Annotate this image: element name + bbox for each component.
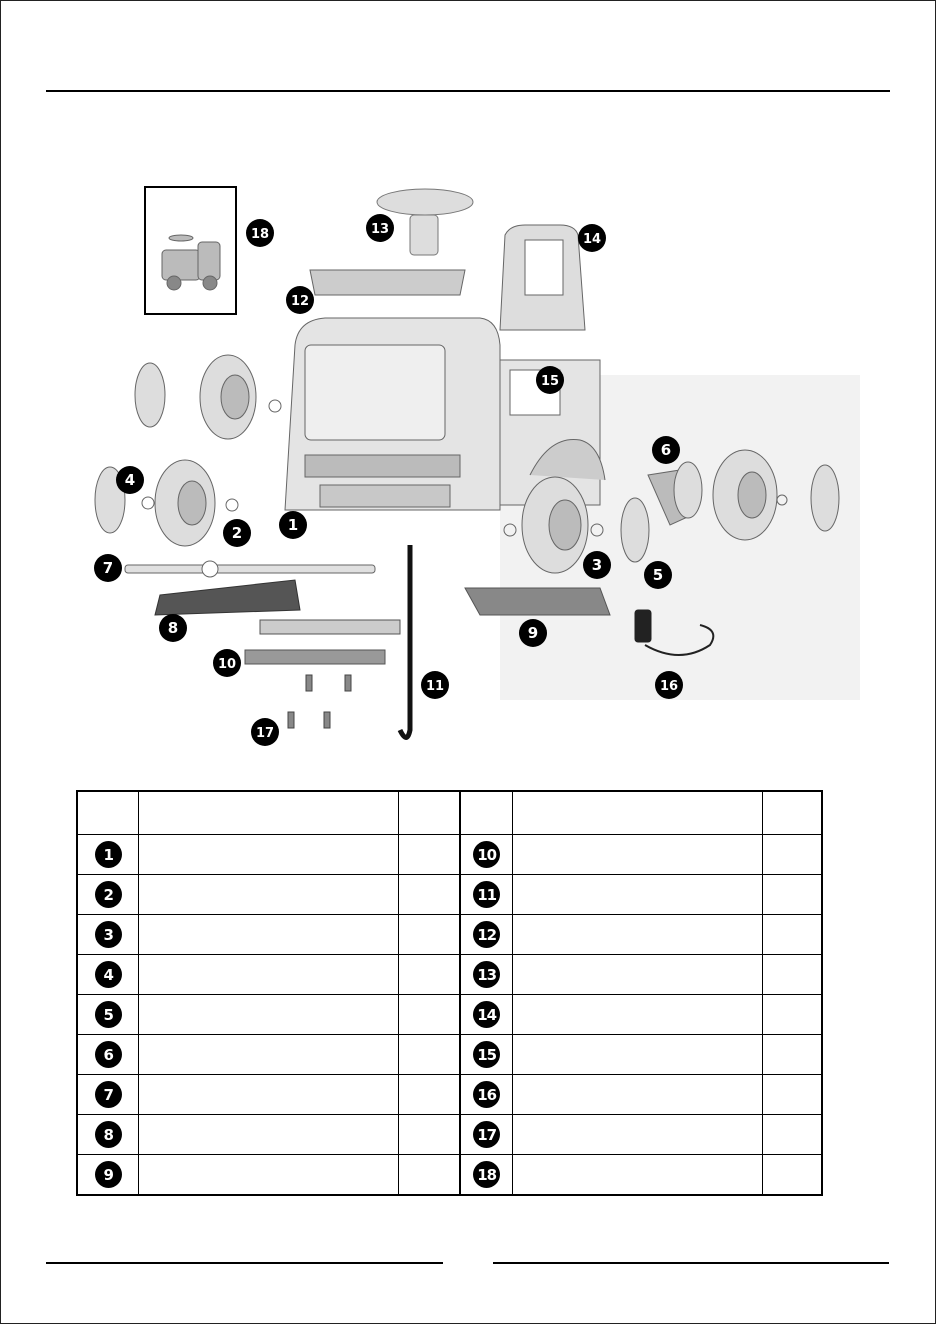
table-header-row — [77, 791, 822, 835]
table-row — [77, 1155, 822, 1196]
header-qty-right — [762, 791, 822, 835]
part-number-badge: 1 — [95, 841, 122, 868]
table-row — [77, 915, 822, 955]
part-qty-cell — [762, 1075, 822, 1115]
callout-17 — [251, 718, 279, 746]
svg-text:12: 12 — [290, 294, 310, 309]
part-description-cell — [513, 1075, 762, 1115]
part-qty-cell — [762, 915, 822, 955]
header-no-left — [77, 791, 139, 835]
header-no-right — [460, 791, 513, 835]
callout-7 — [94, 554, 122, 582]
part-description-cell — [513, 1115, 762, 1155]
callout-10 — [213, 649, 241, 677]
part-qty-cell — [398, 995, 460, 1035]
part-description-cell — [139, 875, 398, 915]
callout-8 — [159, 614, 187, 642]
part-description-cell — [513, 1155, 762, 1196]
callout-16 — [655, 671, 683, 699]
header-description-left — [139, 791, 398, 835]
callout-12 — [286, 286, 314, 314]
svg-text:5: 5 — [652, 566, 664, 584]
part-qty-cell — [762, 1035, 822, 1075]
callout-9 — [519, 619, 547, 647]
part-number-badge: 3 — [95, 921, 122, 948]
callout-5 — [644, 561, 672, 589]
part-number-badge: 6 — [95, 1041, 122, 1068]
part-number-cell — [460, 835, 513, 875]
part-number-cell — [460, 995, 513, 1035]
part-description-cell — [513, 955, 762, 995]
part-description-cell — [139, 995, 398, 1035]
part-qty-cell — [398, 955, 460, 995]
part-description-cell — [513, 875, 762, 915]
part-qty-cell — [762, 995, 822, 1035]
part-qty-cell — [398, 1075, 460, 1115]
part-number-cell — [77, 875, 139, 915]
part-qty-cell — [398, 875, 460, 915]
footer-rule-left — [46, 1262, 443, 1264]
svg-text:2: 2 — [231, 524, 243, 542]
svg-text:17: 17 — [255, 726, 275, 741]
part-qty-cell — [762, 1115, 822, 1155]
table-row — [77, 955, 822, 995]
part-qty-cell — [762, 1155, 822, 1196]
parts-list-table — [76, 790, 823, 1196]
part-number-cell — [460, 955, 513, 995]
part-number-cell — [460, 1115, 513, 1155]
part-number-badge: 18 — [473, 1161, 500, 1188]
table-row — [77, 1035, 822, 1075]
part-number-badge: 11 — [473, 881, 500, 908]
part-qty-cell — [762, 875, 822, 915]
svg-text:18: 18 — [250, 227, 270, 242]
svg-text:7: 7 — [102, 559, 114, 577]
part-qty-cell — [398, 1115, 460, 1155]
part-number-badge: 5 — [95, 1001, 122, 1028]
table-row — [77, 995, 822, 1035]
battery-cover-part — [155, 580, 300, 615]
part-qty-cell — [398, 1155, 460, 1196]
part-number-badge: 15 — [473, 1041, 500, 1068]
callout-14 — [578, 224, 606, 252]
top-rule — [46, 90, 890, 92]
svg-text:16: 16 — [659, 679, 679, 694]
part-qty-cell — [398, 1035, 460, 1075]
svg-text:4: 4 — [124, 471, 136, 489]
part-number-badge: 17 — [473, 1121, 500, 1148]
header-qty-left — [398, 791, 460, 835]
part-description-cell — [513, 1035, 762, 1075]
svg-text:13: 13 — [370, 222, 390, 237]
part-number-badge: 14 — [473, 1001, 500, 1028]
callout-11 — [421, 671, 449, 699]
part-number-cell — [77, 1035, 139, 1075]
table-row — [77, 875, 822, 915]
callout-6 — [652, 436, 680, 464]
part-qty-cell — [398, 835, 460, 875]
svg-text:10: 10 — [217, 657, 237, 672]
svg-text:8: 8 — [167, 619, 179, 637]
backrest-handle-part — [500, 225, 585, 330]
screws-part — [288, 675, 351, 728]
push-bar-part — [400, 545, 410, 738]
callout-1 — [279, 511, 307, 539]
part-description-cell — [513, 835, 762, 875]
dashboard-part — [310, 270, 465, 295]
part-description-cell — [139, 835, 398, 875]
callout-4 — [116, 466, 144, 494]
part-description-cell — [513, 995, 762, 1035]
part-number-badge: 7 — [95, 1081, 122, 1108]
table-row — [77, 1075, 822, 1115]
callout-15 — [536, 366, 564, 394]
header-description-right — [513, 791, 762, 835]
part-qty-cell — [762, 835, 822, 875]
callout-13 — [366, 214, 394, 242]
part-qty-cell — [762, 955, 822, 995]
part-number-cell — [77, 835, 139, 875]
footer-rule-right — [493, 1262, 889, 1264]
part-number-badge: 4 — [95, 961, 122, 988]
part-qty-cell — [398, 915, 460, 955]
part-number-cell — [77, 1115, 139, 1155]
part-description-cell — [513, 915, 762, 955]
svg-text:1: 1 — [287, 516, 299, 534]
part-number-cell — [77, 955, 139, 995]
part-number-badge: 13 — [473, 961, 500, 988]
left-rear-wheel-assembly — [135, 355, 281, 439]
part-number-cell — [460, 1035, 513, 1075]
exploded-parts-diagram — [80, 170, 870, 760]
part-number-cell — [460, 1075, 513, 1115]
part-description-cell — [139, 1115, 398, 1155]
callout-18 — [246, 219, 274, 247]
part-number-badge: 16 — [473, 1081, 500, 1108]
axle-part — [125, 561, 375, 577]
callout-3 — [583, 551, 611, 579]
part-number-cell — [460, 875, 513, 915]
svg-text:15: 15 — [540, 374, 560, 389]
part-number-cell — [77, 915, 139, 955]
svg-text:6: 6 — [660, 441, 672, 459]
support-bar-upper — [260, 620, 400, 634]
part-number-badge: 8 — [95, 1121, 122, 1148]
part-number-cell — [460, 1155, 513, 1196]
part-number-cell — [460, 915, 513, 955]
table-body — [77, 835, 822, 1196]
part-number-badge: 2 — [95, 881, 122, 908]
part-description-cell — [139, 955, 398, 995]
svg-text:9: 9 — [527, 624, 539, 642]
part-number-badge: 10 — [473, 841, 500, 868]
support-bar-lower — [245, 650, 385, 664]
part-description-cell — [139, 1155, 398, 1196]
part-number-cell — [77, 995, 139, 1035]
part-number-badge: 9 — [95, 1161, 122, 1188]
svg-text:11: 11 — [425, 679, 445, 694]
part-number-cell — [77, 1155, 139, 1196]
part-number-cell — [77, 1075, 139, 1115]
table-row — [77, 1115, 822, 1155]
left-front-wheel-assembly — [95, 460, 238, 546]
svg-text:3: 3 — [591, 556, 603, 574]
seat-part — [465, 588, 610, 615]
part-description-cell — [139, 1075, 398, 1115]
part-description-cell — [139, 1035, 398, 1075]
part-description-cell — [139, 915, 398, 955]
callout-2 — [223, 519, 251, 547]
svg-text:14: 14 — [582, 232, 602, 247]
part-number-badge: 12 — [473, 921, 500, 948]
table-row — [77, 835, 822, 875]
